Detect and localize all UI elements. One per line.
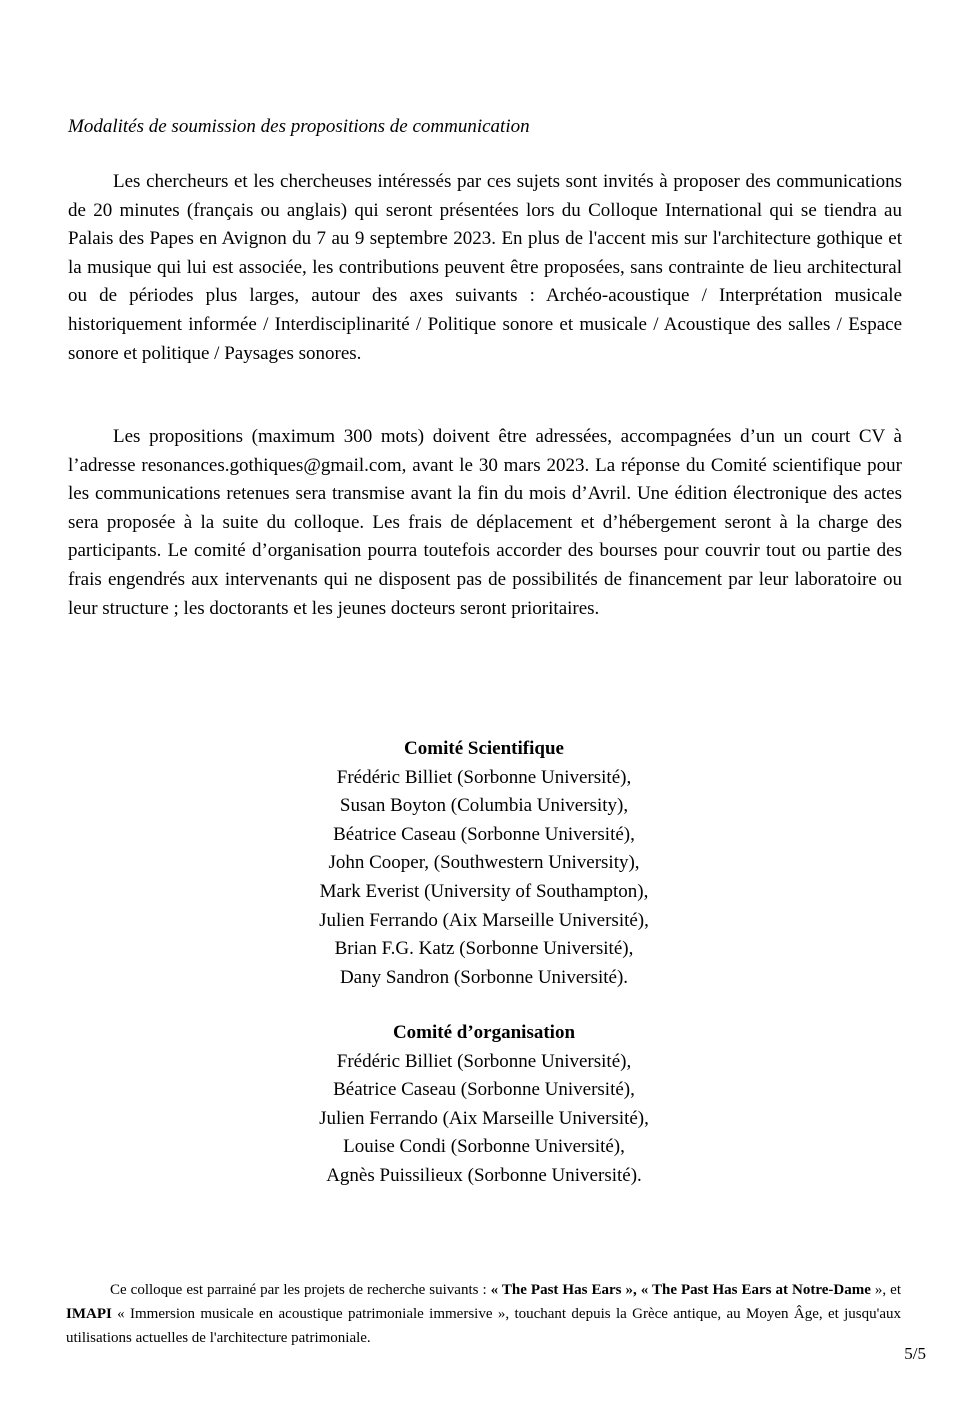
committee-member: Béatrice Caseau (Sorbonne Université),: [333, 1079, 635, 1101]
footnote-quote: «: [490, 1282, 502, 1298]
committee-member: John Cooper, (Southwestern University),: [328, 852, 640, 874]
committee-member: Frédéric Billiet (Sorbonne Université),: [336, 1050, 632, 1072]
footnote-project-notre-dame: The Past Has Ears at Notre-Dame: [651, 1282, 871, 1298]
sponsorship-footnote: [66, 1278, 901, 1350]
committee-member: Béatrice Caseau (Sorbonne Université),: [333, 823, 635, 845]
scientific-committee-title: Comité Scientifique: [404, 738, 564, 759]
committee-member: Julien Ferrando (Aix Marseille Université),: [319, 1107, 649, 1129]
footnote-quote: «: [640, 1282, 652, 1298]
footnote-project-imapi: IMAPI: [66, 1306, 112, 1322]
committee-member: Mark Everist (University of Southampton),: [319, 880, 649, 902]
paragraph-submission-topics: Les chercheurs et les chercheuses intéressés par ces sujets sont invités à proposer des communications de 20 minutes (français ou anglais) qui seront présentées lors du Colloque International qui se tiendra au Palais des Papes en Avignon du 7 au 9 septembre 2023. En plus de l'accent mis sur l'architecture gothique et la musique qui lui est associée, les contributions peuvent être proposées, sans contrainte de lieu architectural ou de périodes plus larges, autour des axes suivants : Archéo-acoustique / Interprétation musicale historiquement informée / Interdisciplinarité / Politique sonore et musicale / Acoustique des salles / Espace sonore et politique / Paysages sonores.: [68, 171, 902, 364]
committee-member: Julien Ferrando (Aix Marseille Université),: [319, 909, 649, 931]
footnote-project-past-has-ears: The Past Has Ears: [501, 1282, 622, 1298]
organizing-committee-title: Comité d’organisation: [392, 1022, 576, 1043]
footnote-description: « Immersion musicale en acoustique patrimoniale immersive », touchant depuis la Grèce antique, au Moyen Âge, et jusqu'aux utilisations actuelles de l'architecture patrimoniale.: [66, 1306, 901, 1346]
organizing-committee: [0, 1019, 968, 1191]
committee-member: Agnès Puissilieux (Sorbonne Université).: [326, 1164, 642, 1186]
committee-member: Dany Sandron (Sorbonne Université).: [339, 966, 629, 988]
section-heading: Modalités de soumission des propositions de communication: [68, 116, 530, 137]
paragraph-submission-details: Les propositions (maximum 300 mots) doivent être adressées, accompagnées d’un un court CV à l’adresse resonances.gothiques@gmail.com, avant le 30 mars 2023. La réponse du Comité scientifique pour les communications retenues sera transmise avant la fin du mois d’Avril. Une édition électronique des actes sera proposée à la suite du colloque. Les frais de déplacement et d’hébergement seront à la charge des participants. Le comité d’organisation pourra toutefois accorder des bourses pour couvrir tout ou partie des frais engendrés aux intervenants qui ne disposent pas de possibilités de financement par leur laboratoire ou leur structure ; les doctorants et les jeunes docteurs seront prioritaires.: [68, 426, 902, 619]
scientific-committee: [0, 735, 968, 992]
committee-member: Louise Condi (Sorbonne Université),: [343, 1136, 625, 1158]
committee-member: Susan Boyton (Columbia University),: [339, 795, 629, 817]
footnote-quote: »,: [621, 1282, 641, 1298]
committee-member: Frédéric Billiet (Sorbonne Université),: [336, 766, 632, 788]
footnote-separator: », et: [870, 1282, 902, 1298]
page-number: 5/5: [904, 1344, 926, 1363]
committee-member: Brian F.G. Katz (Sorbonne Université),: [334, 938, 634, 960]
footnote-intro: Ce colloque est parrainé par les projets de recherche suivants :: [110, 1282, 491, 1298]
